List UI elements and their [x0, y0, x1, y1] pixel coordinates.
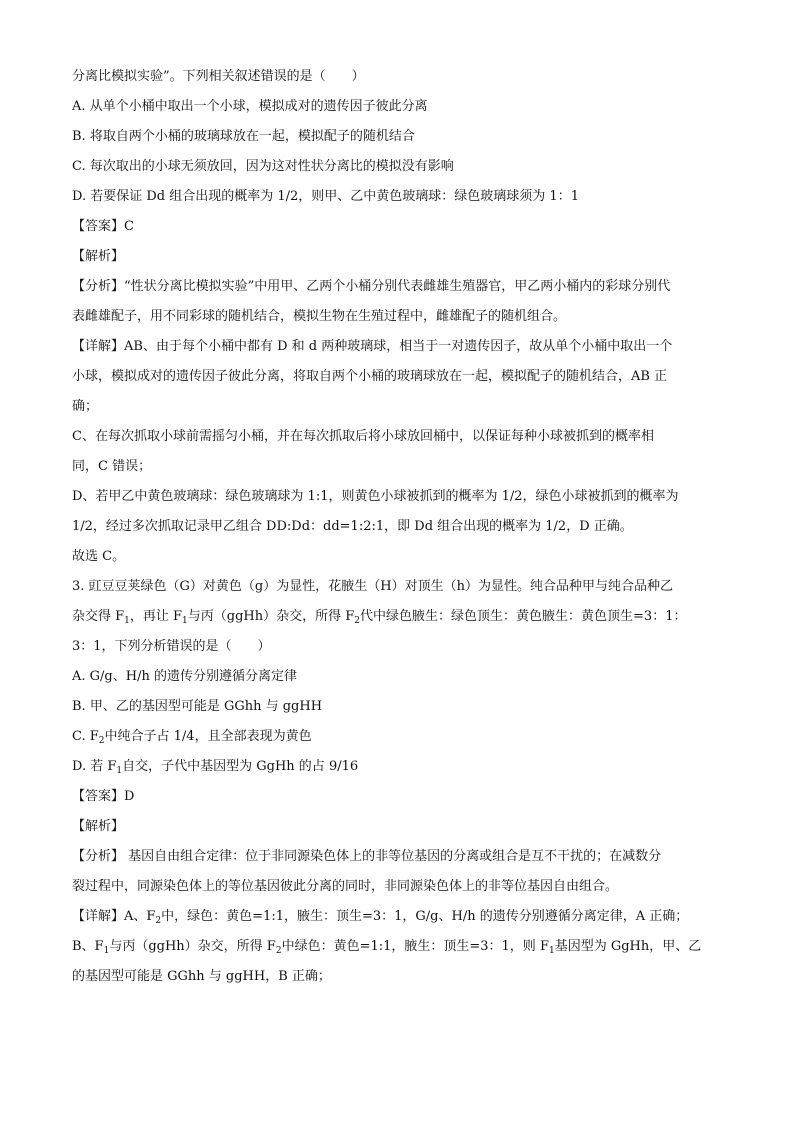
text-run: 【详解】A、F — [72, 909, 156, 924]
answer-tag: 【答案】 — [72, 789, 125, 804]
text-run: 中纯合子占 1/4，且全部表现为黄色 — [104, 729, 312, 744]
text-run: 与丙（ggHh）杂交，所得 F — [187, 609, 355, 624]
subscript: 2 — [155, 916, 162, 926]
text-run: 代中绿色腋生：绿色顶生：黄色腋生：黄色顶生=3：1： — [360, 609, 687, 624]
q3-xiangjie-line-2 — [72, 932, 724, 962]
subscript: 1 — [103, 946, 110, 956]
q2-conclusion: 故选 C。 — [72, 549, 126, 564]
q2-stem-tail: 分离比模拟实验”。下列相关叙述错误的是（ ） — [72, 69, 365, 84]
text-run: C. F — [72, 729, 99, 744]
text-run: 杂交得 F — [72, 609, 125, 624]
q3-stem-line-1: 3. 豇豆豆荚绿色（G）对黄色（g）为显性，花腋生（H）对顶生（h）为显性。纯合品种甲与纯合品种乙 — [72, 579, 673, 594]
answer-value: D — [124, 789, 135, 804]
q2-xiangjie-line-2: 小球，模拟成对的遗传因子彼此分离，将取自两个小桶的玻璃球放在一起，模拟配子的随机结合，AB 正 — [72, 369, 668, 384]
q3-analysis-tag: 【解析】 — [72, 819, 125, 834]
q2-answer — [72, 212, 724, 242]
q2-xiangjie-line-3: 确； — [72, 399, 99, 414]
document-page — [72, 62, 724, 992]
text-run: 中绿色：黄色=1:1，腋生：顶生=3：1，则 F — [281, 939, 549, 954]
q2-xiangjie-line-1: 【详解】AB、由于每个小桶中都有 D 和 d 两种玻璃球，相当于一对遗传因子，故从单个小桶中取出一个 — [72, 339, 673, 354]
q3-xiangjie-line-3: 的基因型可能是 GGhh 与 ggHH，B 正确； — [72, 969, 331, 984]
q3-fenxi-line-2: 裂过程中，同源染色体上的等位基因彼此分离的同时，非同源染色体上的非等位基因自由组合。 — [72, 879, 619, 894]
q3-option-b: B. 甲、乙的基因型可能是 GGhh 与 ggHH — [72, 699, 323, 714]
text-run: B、F — [72, 939, 104, 954]
answer-value: C — [124, 219, 134, 234]
subscript: 1 — [116, 766, 123, 776]
text-run: 与丙（ggHh）杂交，所得 F — [109, 939, 276, 954]
q3-fenxi-line-1: 【分析】 基因自由组合定律：位于非同源染色体上的非等位基因的分离或组合是互不干扰的；在减数分 — [72, 849, 662, 864]
text-run: ，再让 F — [129, 609, 183, 624]
subscript: 1 — [182, 616, 188, 626]
subscript: 2 — [275, 946, 282, 956]
q3-xiangjie-line-1 — [72, 902, 724, 932]
q3-option-d — [72, 752, 724, 782]
q3-stem-line-3: 3：1，下列分析错误的是（ ） — [72, 639, 271, 654]
q2-analysis-tag: 【解析】 — [72, 249, 125, 264]
q2-fenxi-line-2: 表雌雄配子，用不同彩球的随机结合，模拟生物在生殖过程中，雌雄配子的随机组合。 — [72, 309, 567, 324]
q2-fenxi-line-1: 【分析】“性状分离比模拟实验”中用甲、乙两个小桶分别代表雌雄生殖器官，甲乙两小桶内的彩球分别代 — [72, 279, 671, 294]
subscript: 2 — [354, 616, 361, 626]
q2-xiangjie-line-7: 1/2，经过多次抓取记录甲乙组合 DD:Dd：dd=1:2:1，即 Dd 组合出现的概率为 1/2，D 正确。 — [72, 519, 633, 534]
subscript: 1 — [124, 616, 130, 626]
subscript: 1 — [548, 946, 555, 956]
q2-option-d: D. 若要保证 Dd 组合出现的概率为 1/2，则甲、乙中黄色玻璃球：绿色玻璃球须为 1：1 — [72, 189, 579, 204]
q3-stem-line-2 — [72, 602, 724, 632]
q2-option-b: B. 将取自两个小桶的玻璃球放在一起，模拟配子的随机结合 — [72, 129, 415, 144]
q3-answer — [72, 782, 724, 812]
answer-tag: 【答案】 — [72, 219, 125, 234]
text-run: 中，绿色：黄色=1:1，腋生：顶生=3：1，G/g、H/h 的遗传分别遵循分离定律，A 正确； — [161, 909, 689, 924]
q3-option-c — [72, 722, 724, 752]
text-run: D. 若 F — [72, 759, 117, 774]
q2-option-c: C. 每次取出的小球无须放回，因为这对性状分离比的模拟没有影响 — [72, 159, 454, 174]
text-run: 自交，子代中基因型为 GgHh 的占 9/16 — [122, 759, 359, 774]
q2-xiangjie-line-5: 同，C 错误； — [72, 459, 152, 474]
q2-option-a: A. 从单个小桶中取出一个小球，模拟成对的遗传因子彼此分离 — [72, 99, 428, 114]
text-run: 基因型为 GgHh，甲、乙 — [554, 939, 702, 954]
q2-xiangjie-line-4: C、在每次抓取小球前需摇匀小桶，并在每次抓取后将小球放回桶中，以保证每种小球被抓到的概率相 — [72, 429, 654, 444]
subscript: 2 — [98, 736, 105, 746]
q3-option-a: A. G/g、H/h 的遗传分别遵循分离定律 — [72, 669, 297, 684]
q2-xiangjie-line-6: D、若甲乙中黄色玻璃球：绿色玻璃球为 1:1，则黄色小球被抓到的概率为 1/2，绿色小球被抓到的概率为 — [72, 489, 679, 504]
